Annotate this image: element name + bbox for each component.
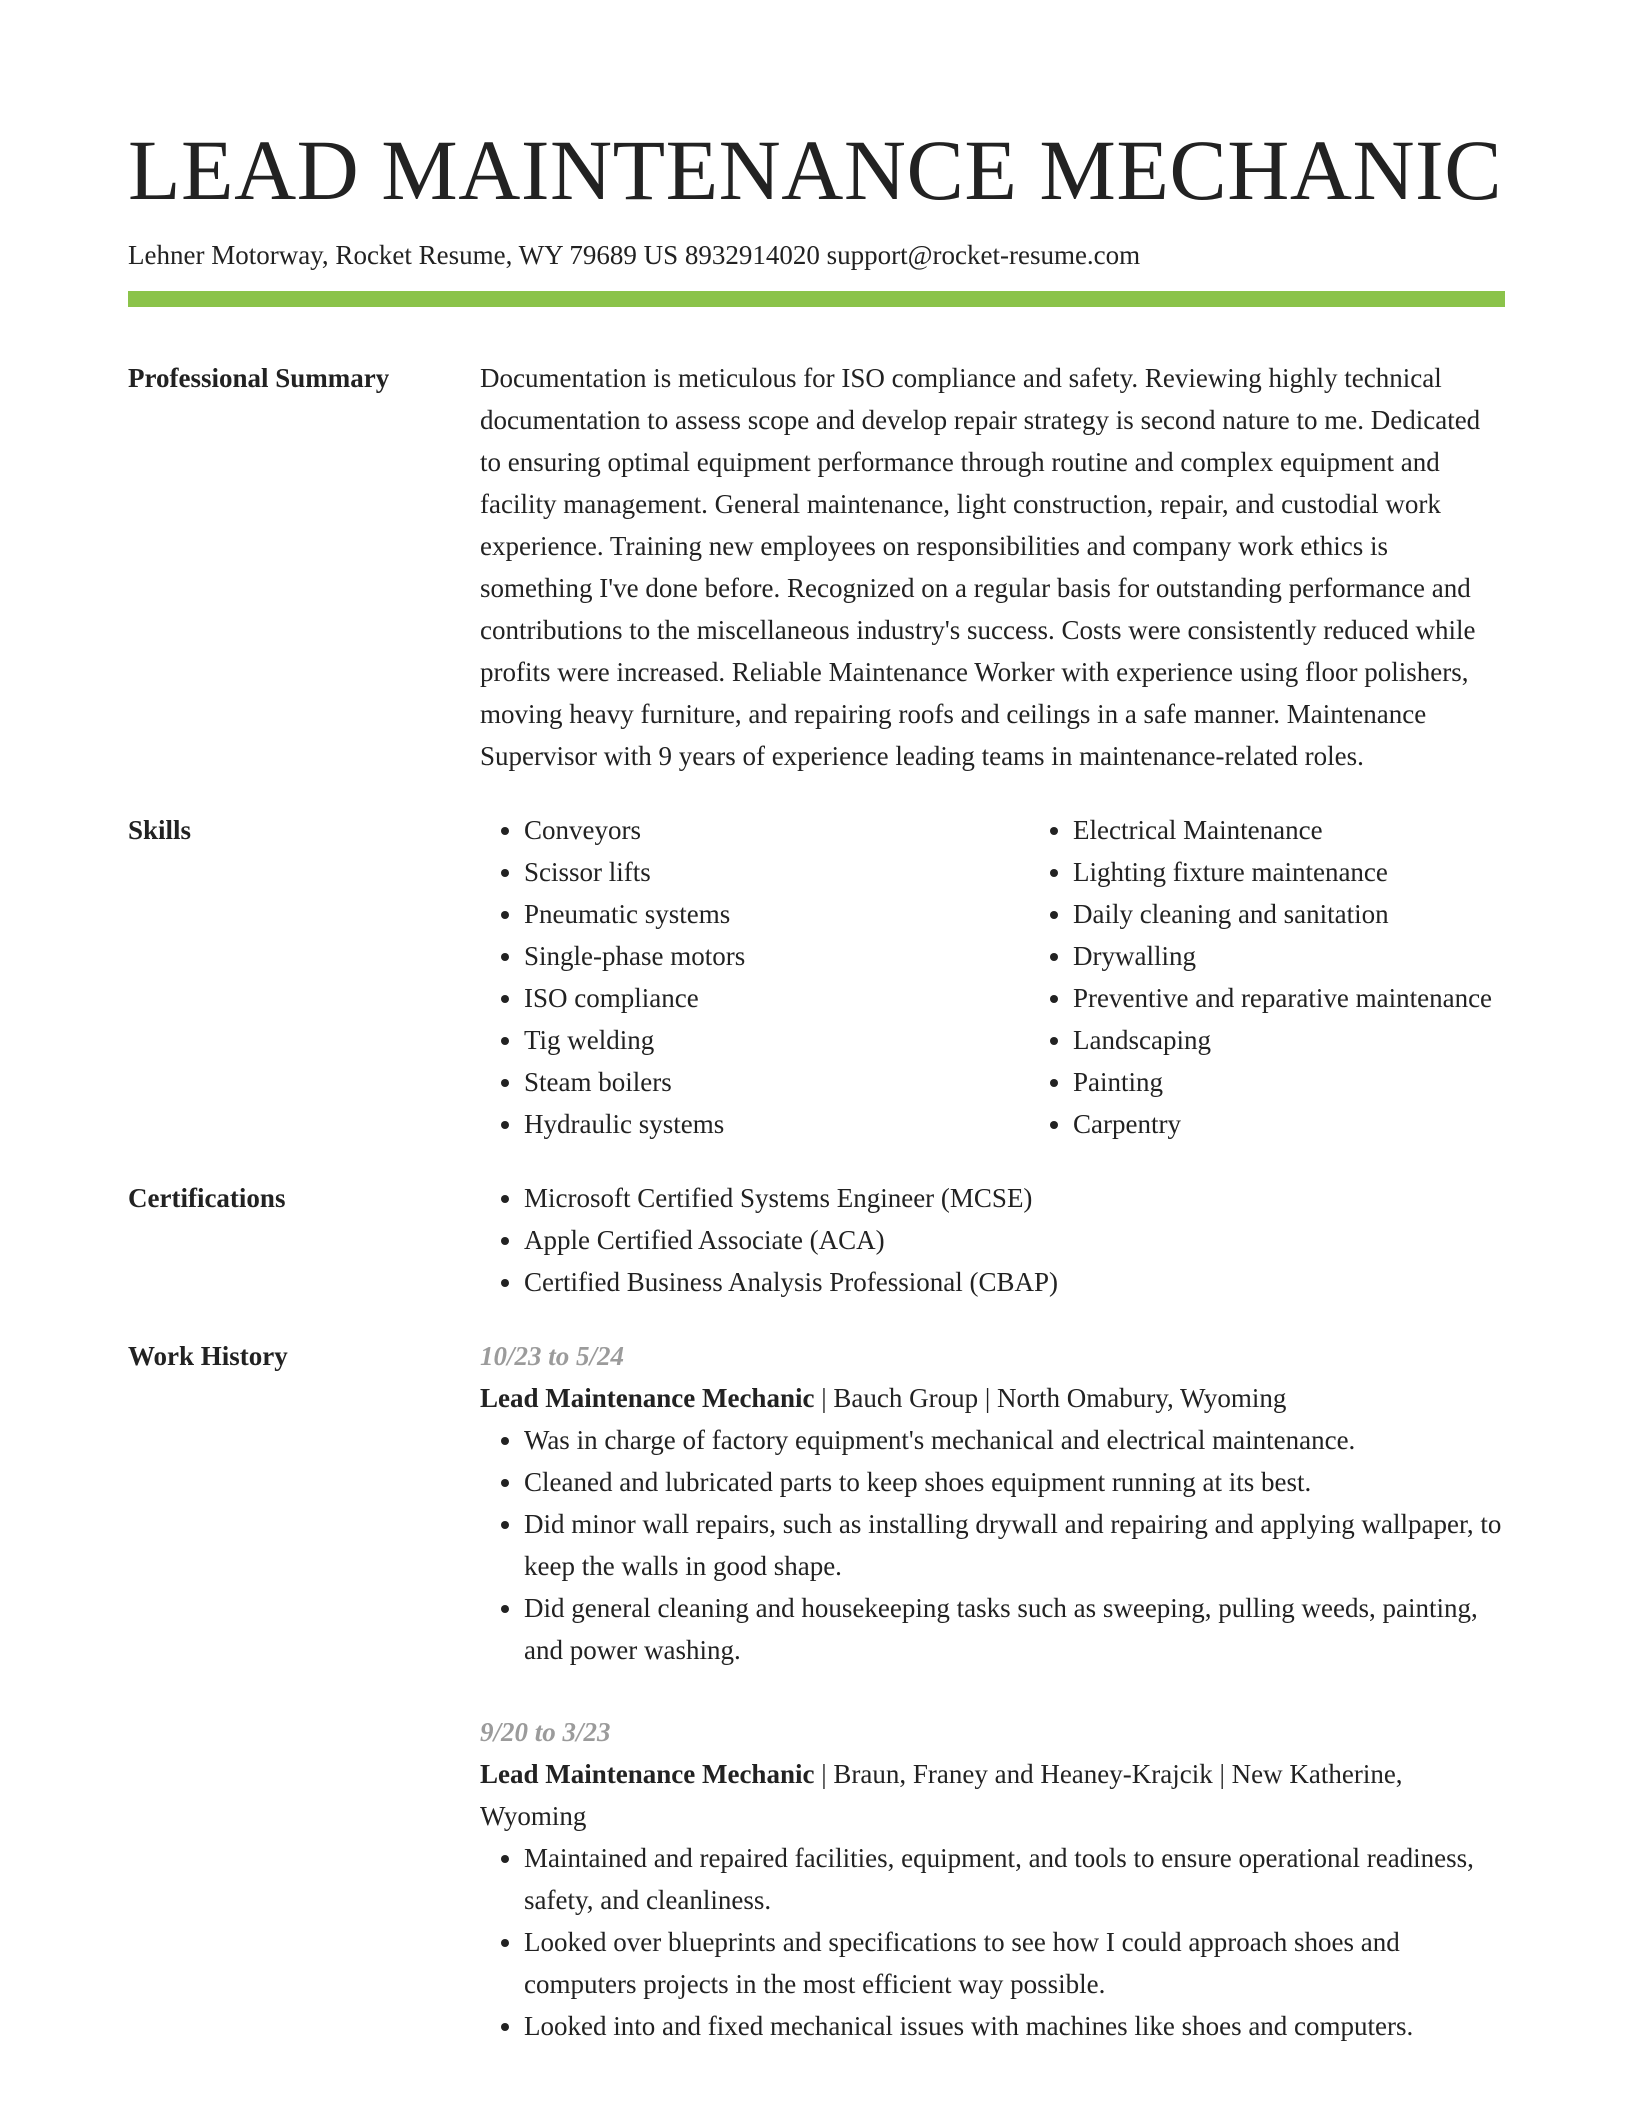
skill-item: • Preventive and reparative maintenance xyxy=(1073,977,1593,1019)
skill-item: • Painting xyxy=(1073,1061,1593,1103)
resume-name: LEAD MAINTENANCE MECHANIC xyxy=(128,122,1503,218)
summary-heading: Professional Summary xyxy=(128,363,390,393)
skills-columns xyxy=(480,809,1593,1145)
job-dates: 9/20 to 3/23 xyxy=(480,1717,611,1747)
job-bullet: • Did minor wall repairs, such as installing drywall and repairing and applying wallpaper, to keep the walls in good shape. xyxy=(524,1503,1505,1587)
skills-list-right xyxy=(1029,809,1593,1145)
skill-item: • Conveyors xyxy=(524,809,1029,851)
certifications-heading: Certifications xyxy=(128,1183,286,1213)
contact-line: Lehner Motorway, Rocket Resume, WY 79689 US 8932914020 support@rocket-resume.com xyxy=(128,240,1141,270)
job-heading xyxy=(480,1377,1505,1419)
skill-item: • Carpentry xyxy=(1073,1103,1593,1145)
job-entry xyxy=(480,1711,1505,2047)
job-bullet: • Did general cleaning and housekeeping tasks such as sweeping, pulling weeds, painting, and power washing. xyxy=(524,1587,1505,1671)
skill-item: • Hydraulic systems xyxy=(524,1103,1029,1145)
summary-section xyxy=(128,357,1505,777)
certification-item: • Apple Certified Associate (ACA) xyxy=(524,1219,1505,1261)
skill-item: • Single-phase motors xyxy=(524,935,1029,977)
skill-item: • Scissor lifts xyxy=(524,851,1029,893)
summary-text: Documentation is meticulous for ISO compliance and safety. Reviewing highly technical documentation to assess scope and develop repair strategy is second nature to me. Dedicated to ensuring optimal equipment performance through routine and complex equipment and facility management. General maintenance, light construction, repair, and custodial work experience. Training new employees on responsibilities and company work ethics is something I've done before. Recognized on a regular basis for outstanding performance and contributions to the miscellaneous industry's success. Costs were consistently reduced while profits were increased. Reliable Maintenance Worker with experience using floor polishers, moving heavy furniture, and repairing roofs and ceilings in a safe manner. Maintenance Supervisor with 9 years of experience leading teams in maintenance-related roles. xyxy=(480,363,1481,771)
skill-item: • Drywalling xyxy=(1073,935,1593,977)
job-bullet: • Was in charge of factory equipment's mechanical and electrical maintenance. xyxy=(524,1419,1505,1461)
work-history-body xyxy=(480,1335,1505,2047)
certification-item: • Certified Business Analysis Professional (CBAP) xyxy=(524,1261,1505,1303)
job-title: Lead Maintenance Mechanic xyxy=(480,1759,815,1789)
skill-item: • Landscaping xyxy=(1073,1019,1593,1061)
job-bullet: • Looked into and fixed mechanical issues with machines like shoes and computers. xyxy=(524,2005,1505,2047)
skill-item: • Lighting fixture maintenance xyxy=(1073,851,1593,893)
work-history-heading: Work History xyxy=(128,1341,288,1371)
skills-heading: Skills xyxy=(128,815,192,845)
skill-item: • Daily cleaning and sanitation xyxy=(1073,893,1593,935)
skills-section xyxy=(128,809,1505,1145)
skill-item: • Tig welding xyxy=(524,1019,1029,1061)
job-bullets xyxy=(480,1419,1505,1671)
skills-list-left xyxy=(480,809,1029,1145)
work-history-section xyxy=(128,1335,1505,2047)
certifications-body xyxy=(480,1177,1505,1303)
certification-item: • Microsoft Certified Systems Engineer (MCSE) xyxy=(524,1177,1505,1219)
job-details: | Braun, Franey and Heaney-Krajcik | New Katherine, Wyoming xyxy=(480,1759,1403,1831)
skill-item: • ISO compliance xyxy=(524,977,1029,1019)
accent-divider xyxy=(128,291,1505,307)
job-title: Lead Maintenance Mechanic xyxy=(480,1383,815,1413)
job-entry xyxy=(480,1335,1505,1671)
job-bullet: • Cleaned and lubricated parts to keep shoes equipment running at its best. xyxy=(524,1461,1505,1503)
job-dates: 10/23 to 5/24 xyxy=(480,1341,625,1371)
skill-item: • Electrical Maintenance xyxy=(1073,809,1593,851)
resume-page xyxy=(128,0,1505,2047)
certifications-list xyxy=(480,1177,1505,1303)
job-details: | Bauch Group | North Omabury, Wyoming xyxy=(814,1383,1287,1413)
skill-item: • Steam boilers xyxy=(524,1061,1029,1103)
job-bullet: • Looked over blueprints and specifications to see how I could approach shoes and computers projects in the most efficient way possible. xyxy=(524,1921,1505,2005)
certifications-section xyxy=(128,1177,1505,1303)
job-heading xyxy=(480,1753,1505,1837)
job-bullet: • Maintained and repaired facilities, equipment, and tools to ensure operational readiness, safety, and cleanliness. xyxy=(524,1837,1505,1921)
job-bullets xyxy=(480,1837,1505,2047)
skill-item: • Pneumatic systems xyxy=(524,893,1029,935)
